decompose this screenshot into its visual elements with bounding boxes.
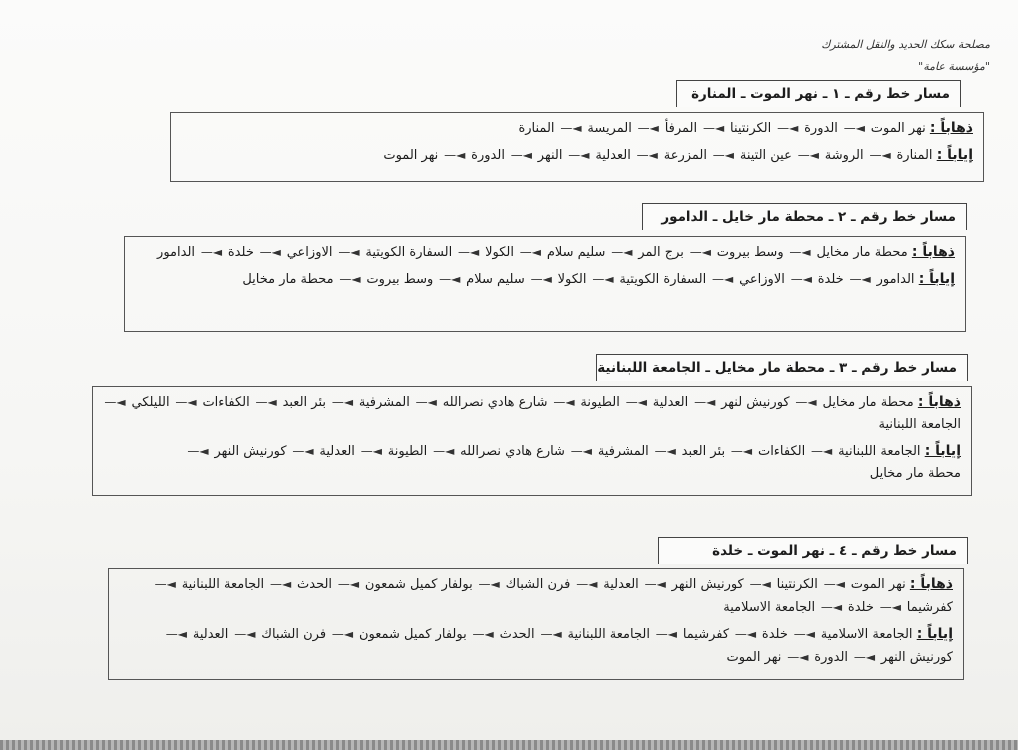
stop-name: نهر الموت bbox=[383, 148, 439, 163]
stop-name: كورنيش لنهر bbox=[721, 395, 790, 410]
stop-name: المريسة bbox=[587, 121, 632, 136]
stop-name: الكرنتينا bbox=[776, 577, 818, 592]
stop-name: الكرنتينا bbox=[729, 121, 772, 136]
left-arrow-icon: ◄— bbox=[745, 577, 775, 591]
stop-name: الروشة bbox=[824, 148, 864, 163]
stop-name: النهر bbox=[537, 148, 563, 163]
stop-name: الاوزاعي bbox=[739, 272, 785, 287]
left-arrow-icon: ◄— bbox=[468, 627, 498, 641]
stop-name: فرن الشباك bbox=[505, 577, 571, 592]
left-arrow-icon: ◄— bbox=[817, 600, 846, 614]
route-2-outbound bbox=[131, 241, 955, 264]
left-arrow-icon: ◄— bbox=[334, 577, 363, 591]
stop-name: نهر الموت bbox=[870, 121, 926, 136]
stop-name: العدلية bbox=[652, 395, 689, 410]
left-arrow-icon: ◄— bbox=[783, 650, 813, 664]
stop-name: الليلكي bbox=[131, 395, 170, 410]
left-arrow-icon: ◄— bbox=[334, 245, 364, 259]
stop-name: الطيونة bbox=[580, 395, 620, 410]
left-arrow-icon: ◄— bbox=[506, 148, 536, 162]
left-arrow-icon: ◄— bbox=[171, 395, 201, 409]
left-arrow-icon: ◄— bbox=[793, 148, 823, 162]
stop-name: العدلية bbox=[595, 148, 631, 163]
left-arrow-icon: ◄— bbox=[335, 272, 365, 286]
stop-name: نهر الموت bbox=[850, 577, 906, 592]
left-arrow-icon: ◄— bbox=[328, 395, 357, 409]
left-arrow-icon: ◄— bbox=[474, 577, 504, 591]
stop-name: المنارة bbox=[896, 148, 933, 163]
stop-name: الدامور bbox=[876, 272, 915, 287]
left-arrow-icon: ◄— bbox=[875, 600, 905, 614]
stop-name: المشرفية bbox=[597, 444, 649, 459]
route-3-back-label: إياباً : bbox=[924, 443, 961, 459]
left-arrow-icon: ◄— bbox=[165, 627, 191, 641]
left-arrow-icon: ◄— bbox=[566, 444, 596, 458]
left-arrow-icon: ◄— bbox=[690, 395, 720, 409]
stop-name: شارع هادي نصرالله bbox=[442, 395, 548, 410]
left-arrow-icon: ◄— bbox=[564, 148, 594, 162]
route-4-return bbox=[115, 623, 953, 669]
route-2-back-stops bbox=[242, 272, 914, 287]
left-arrow-icon: ◄— bbox=[251, 395, 281, 409]
stop-name: الجامعة اللبنانية bbox=[838, 444, 921, 459]
stop-name: كورنيش النهر bbox=[880, 650, 953, 665]
left-arrow-icon: ◄— bbox=[640, 577, 670, 591]
route-1-title: مسار خط رقم ـ ١ ـ نهر الموت ـ المنارة bbox=[676, 80, 961, 107]
stop-name: المرفأ bbox=[664, 121, 698, 136]
stop-name: بولفار كميل شمعون bbox=[358, 627, 467, 642]
stop-name: العدلية bbox=[192, 627, 229, 642]
left-arrow-icon: ◄— bbox=[785, 245, 815, 259]
left-arrow-icon: ◄— bbox=[526, 272, 556, 286]
route-4-back-stops bbox=[164, 627, 953, 665]
route-1-return bbox=[177, 144, 973, 167]
left-arrow-icon: ◄— bbox=[708, 148, 738, 162]
stop-name: خلدة bbox=[817, 272, 844, 287]
stop-name: بئر العبد bbox=[681, 444, 726, 459]
stop-name: محطة مار مخايل bbox=[816, 245, 908, 260]
route-2-go-stops bbox=[157, 245, 908, 260]
stop-name: الدورة bbox=[814, 650, 849, 665]
left-arrow-icon: ◄— bbox=[328, 627, 357, 641]
left-arrow-icon: ◄— bbox=[845, 272, 875, 286]
left-arrow-icon: ◄— bbox=[651, 627, 681, 641]
stop-name: كورنيش النهر bbox=[214, 444, 287, 459]
left-arrow-icon: ◄— bbox=[440, 148, 470, 162]
route-3-go-label: ذهاباً : bbox=[917, 394, 961, 410]
route-4-go-label: ذهاباً : bbox=[909, 576, 953, 592]
stop-name: الكفاءات bbox=[202, 395, 250, 410]
stop-name: العدلية bbox=[319, 444, 355, 459]
left-arrow-icon: ◄— bbox=[708, 272, 738, 286]
stop-name: المنارة bbox=[518, 121, 555, 136]
stop-name: المشرفية bbox=[358, 395, 410, 410]
stop-name: الجامعة اللبنانية bbox=[878, 417, 961, 432]
route-3-box bbox=[92, 386, 972, 496]
stop-name: بولفار كميل شمعون bbox=[364, 577, 473, 592]
stop-name: سليم سلام bbox=[466, 272, 525, 287]
route-4-back-label: إياباً : bbox=[916, 626, 953, 642]
route-1-go-label: ذهاباً : bbox=[929, 120, 973, 136]
left-arrow-icon: ◄— bbox=[536, 627, 566, 641]
left-arrow-icon: ◄— bbox=[230, 627, 260, 641]
left-arrow-icon: ◄— bbox=[429, 444, 459, 458]
stop-name: شارع هادي نصرالله bbox=[460, 444, 565, 459]
left-arrow-icon: ◄— bbox=[356, 444, 386, 458]
left-arrow-icon: ◄— bbox=[685, 245, 715, 259]
stop-name: الجامعة اللبنانية bbox=[567, 627, 650, 642]
left-arrow-icon: ◄— bbox=[454, 245, 484, 259]
route-1-go-stops bbox=[518, 121, 925, 136]
route-2-back-label: إياباً : bbox=[918, 271, 955, 287]
left-arrow-icon: ◄— bbox=[650, 444, 680, 458]
route-2-title: مسار خط رقم ـ ٢ ـ محطة مار خايل ـ الدامور bbox=[642, 203, 967, 230]
stop-name: الطيونة bbox=[387, 444, 428, 459]
left-arrow-icon: ◄— bbox=[865, 148, 895, 162]
route-3-return bbox=[99, 440, 961, 485]
stop-name: المزرعة bbox=[663, 148, 707, 163]
stop-name: خلدة bbox=[847, 600, 874, 615]
stop-name: الحدث bbox=[297, 577, 333, 592]
stop-name: محطة مار مخايل bbox=[242, 272, 334, 287]
organization-header bbox=[730, 34, 990, 78]
stop-name: الجامعة اللبنانية bbox=[181, 577, 265, 592]
left-arrow-icon: ◄— bbox=[773, 121, 803, 135]
route-1-box bbox=[170, 112, 984, 182]
stop-name: فرن الشباك bbox=[261, 627, 327, 642]
stop-name: محطة مار مخايل bbox=[822, 395, 914, 410]
left-arrow-icon: ◄— bbox=[588, 272, 618, 286]
left-arrow-icon: ◄— bbox=[572, 577, 602, 591]
route-2-box bbox=[124, 236, 966, 332]
left-arrow-icon: ◄— bbox=[255, 245, 285, 259]
stop-name: الاوزاعي bbox=[286, 245, 333, 260]
stop-name: الكولا bbox=[557, 272, 587, 287]
route-2-go-label: ذهاباً : bbox=[911, 244, 955, 260]
stop-name: الدامور bbox=[157, 245, 196, 260]
left-arrow-icon: ◄— bbox=[632, 148, 662, 162]
stop-name: السفارة الكويتية bbox=[365, 245, 453, 260]
route-1-back-stops bbox=[383, 148, 932, 163]
stop-name: الكفاءات bbox=[757, 444, 806, 459]
stop-name: برج المر bbox=[638, 245, 684, 260]
left-arrow-icon: ◄— bbox=[850, 650, 879, 664]
route-3-back-stops bbox=[185, 444, 961, 481]
stop-name: الجامعة الاسلامية bbox=[820, 627, 913, 642]
left-arrow-icon: ◄— bbox=[839, 121, 869, 135]
left-arrow-icon: ◄— bbox=[699, 121, 728, 135]
left-arrow-icon: ◄— bbox=[411, 395, 441, 409]
organization-type: "مؤسسة عامة" bbox=[918, 60, 990, 73]
route-3-go-stops bbox=[102, 395, 961, 432]
route-3-title: مسار خط رقم ـ ٣ ـ محطة مار مخايل ـ الجامعة اللبنانية bbox=[596, 354, 968, 381]
left-arrow-icon: ◄— bbox=[819, 577, 849, 591]
stop-name: الحدث bbox=[499, 627, 535, 642]
left-arrow-icon: ◄— bbox=[621, 395, 651, 409]
route-2-return bbox=[131, 268, 955, 291]
stop-name: نهر الموت bbox=[726, 650, 782, 665]
left-arrow-icon: ◄— bbox=[556, 121, 586, 135]
stop-name: كورنيش النهر bbox=[671, 577, 744, 592]
stop-name: خلدة bbox=[227, 245, 254, 260]
route-4-title: مسار خط رقم ـ ٤ ـ نهر الموت ـ خلدة bbox=[658, 537, 968, 564]
stop-name: العدلية bbox=[603, 577, 639, 592]
left-arrow-icon: ◄— bbox=[807, 444, 837, 458]
left-arrow-icon: ◄— bbox=[789, 627, 819, 641]
left-arrow-icon: ◄— bbox=[154, 577, 180, 591]
organization-name: مصلحة سكك الحديد والنقل المشترك bbox=[821, 38, 990, 51]
route-4-go-stops bbox=[153, 577, 953, 615]
stop-name: عين التينة bbox=[739, 148, 792, 163]
stop-name: كفرشيما bbox=[682, 627, 730, 642]
left-arrow-icon: ◄— bbox=[197, 245, 226, 259]
left-arrow-icon: ◄— bbox=[727, 444, 756, 458]
left-arrow-icon: ◄— bbox=[187, 444, 213, 458]
left-arrow-icon: ◄— bbox=[633, 121, 663, 135]
left-arrow-icon: ◄— bbox=[288, 444, 318, 458]
stop-name: الدورة bbox=[804, 121, 838, 136]
route-3-outbound bbox=[99, 391, 961, 436]
stop-name: بئر العبد bbox=[282, 395, 326, 410]
left-arrow-icon: ◄— bbox=[515, 245, 545, 259]
stop-name: محطة مار مخايل bbox=[869, 466, 961, 481]
stop-name: الجامعة الاسلامية bbox=[723, 600, 816, 615]
route-1-outbound bbox=[177, 117, 973, 140]
stop-name: خلدة bbox=[761, 627, 788, 642]
route-1-back-label: إياباً : bbox=[936, 147, 973, 163]
left-arrow-icon: ◄— bbox=[104, 395, 130, 409]
scan-bottom-edge bbox=[0, 740, 1018, 750]
left-arrow-icon: ◄— bbox=[549, 395, 579, 409]
stop-name: سليم سلام bbox=[546, 245, 606, 260]
left-arrow-icon: ◄— bbox=[731, 627, 760, 641]
stop-name: الكولا bbox=[485, 245, 514, 260]
route-4-outbound bbox=[115, 573, 953, 619]
left-arrow-icon: ◄— bbox=[791, 395, 821, 409]
stop-name: كفرشيما bbox=[906, 600, 953, 615]
left-arrow-icon: ◄— bbox=[266, 577, 296, 591]
stop-name: الدورة bbox=[471, 148, 505, 163]
stop-name: وسط بيروت bbox=[366, 272, 434, 287]
left-arrow-icon: ◄— bbox=[786, 272, 816, 286]
stop-name: السفارة الكويتية bbox=[619, 272, 707, 287]
left-arrow-icon: ◄— bbox=[607, 245, 637, 259]
route-4-box bbox=[108, 568, 964, 680]
stop-name: وسط بيروت bbox=[716, 245, 784, 260]
left-arrow-icon: ◄— bbox=[435, 272, 465, 286]
